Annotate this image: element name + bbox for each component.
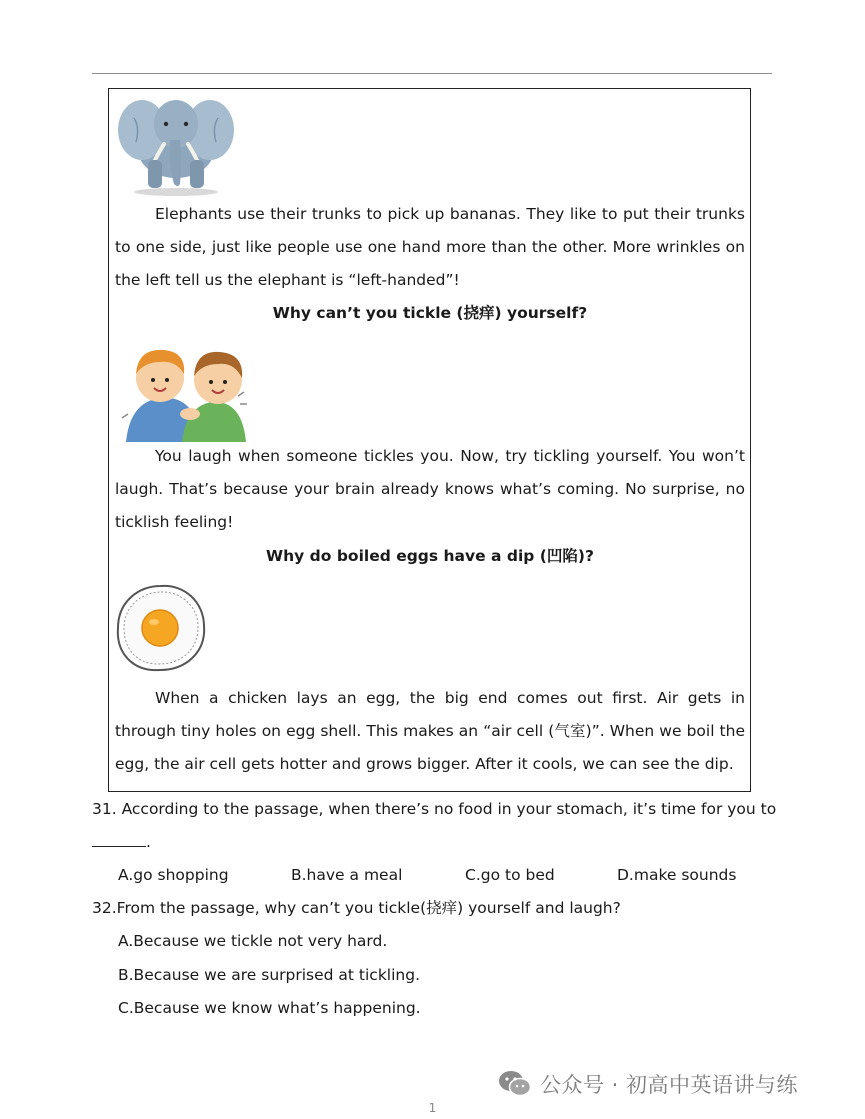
page-number: 1: [428, 1101, 437, 1115]
tickle-heading: Why can’t you tickle (挠痒) yourself?: [272, 304, 588, 322]
egg-heading: Why do boiled eggs have a dip (凹陷)?: [266, 547, 594, 565]
top-rule: [92, 73, 772, 74]
elephant-icon: [114, 88, 236, 198]
fried-egg-icon: [114, 582, 208, 674]
watermark-text: 公众号 · 初高中英语讲与练: [540, 1073, 799, 1097]
q31-option-a[interactable]: A.go shopping: [118, 866, 229, 884]
wechat-icon: [498, 1069, 532, 1099]
tickling-kids-icon: [120, 340, 260, 444]
q31-option-c[interactable]: C.go to bed: [465, 866, 555, 884]
answer-blank[interactable]: [92, 832, 146, 847]
q32-option-c[interactable]: C.Because we know what’s happening.: [118, 999, 421, 1017]
question-32-stem: 32.From the passage, why can’t you tickle(挠痒) yourself and laugh?: [92, 899, 621, 917]
egg-paragraph: When a chicken lays an egg, the big end comes out first. Air gets in through tiny holes on egg shell. This makes an “air cell (气室)”. When we boil the egg, the air cell gets hotter and grows bigger. After it cools, we can see the dip.: [115, 689, 745, 773]
q31-option-d[interactable]: D.make sounds: [617, 866, 737, 884]
elephant-paragraph: Elephants use their trunks to pick up bananas. They like to put their trunks to one side, just like people use one hand more than the other. More wrinkles on the left tell us the elephant is “left-handed”!: [115, 205, 745, 289]
wechat-watermark: [498, 1066, 798, 1102]
q31-option-b[interactable]: B.have a meal: [291, 866, 403, 884]
tickle-paragraph: You laugh when someone tickles you. Now, try tickling yourself. You won’t laugh. That’s because your brain already knows what’s coming. No surprise, no ticklish feeling!: [115, 447, 745, 531]
q32-option-a[interactable]: A.Because we tickle not very hard.: [118, 932, 388, 950]
q32-option-b[interactable]: B.Because we are surprised at tickling.: [118, 966, 421, 984]
question-31-stem: 31. According to the passage, when there’s no food in your stomach, it’s time for you to: [92, 800, 777, 818]
question-31-blank-line: .: [92, 830, 151, 854]
